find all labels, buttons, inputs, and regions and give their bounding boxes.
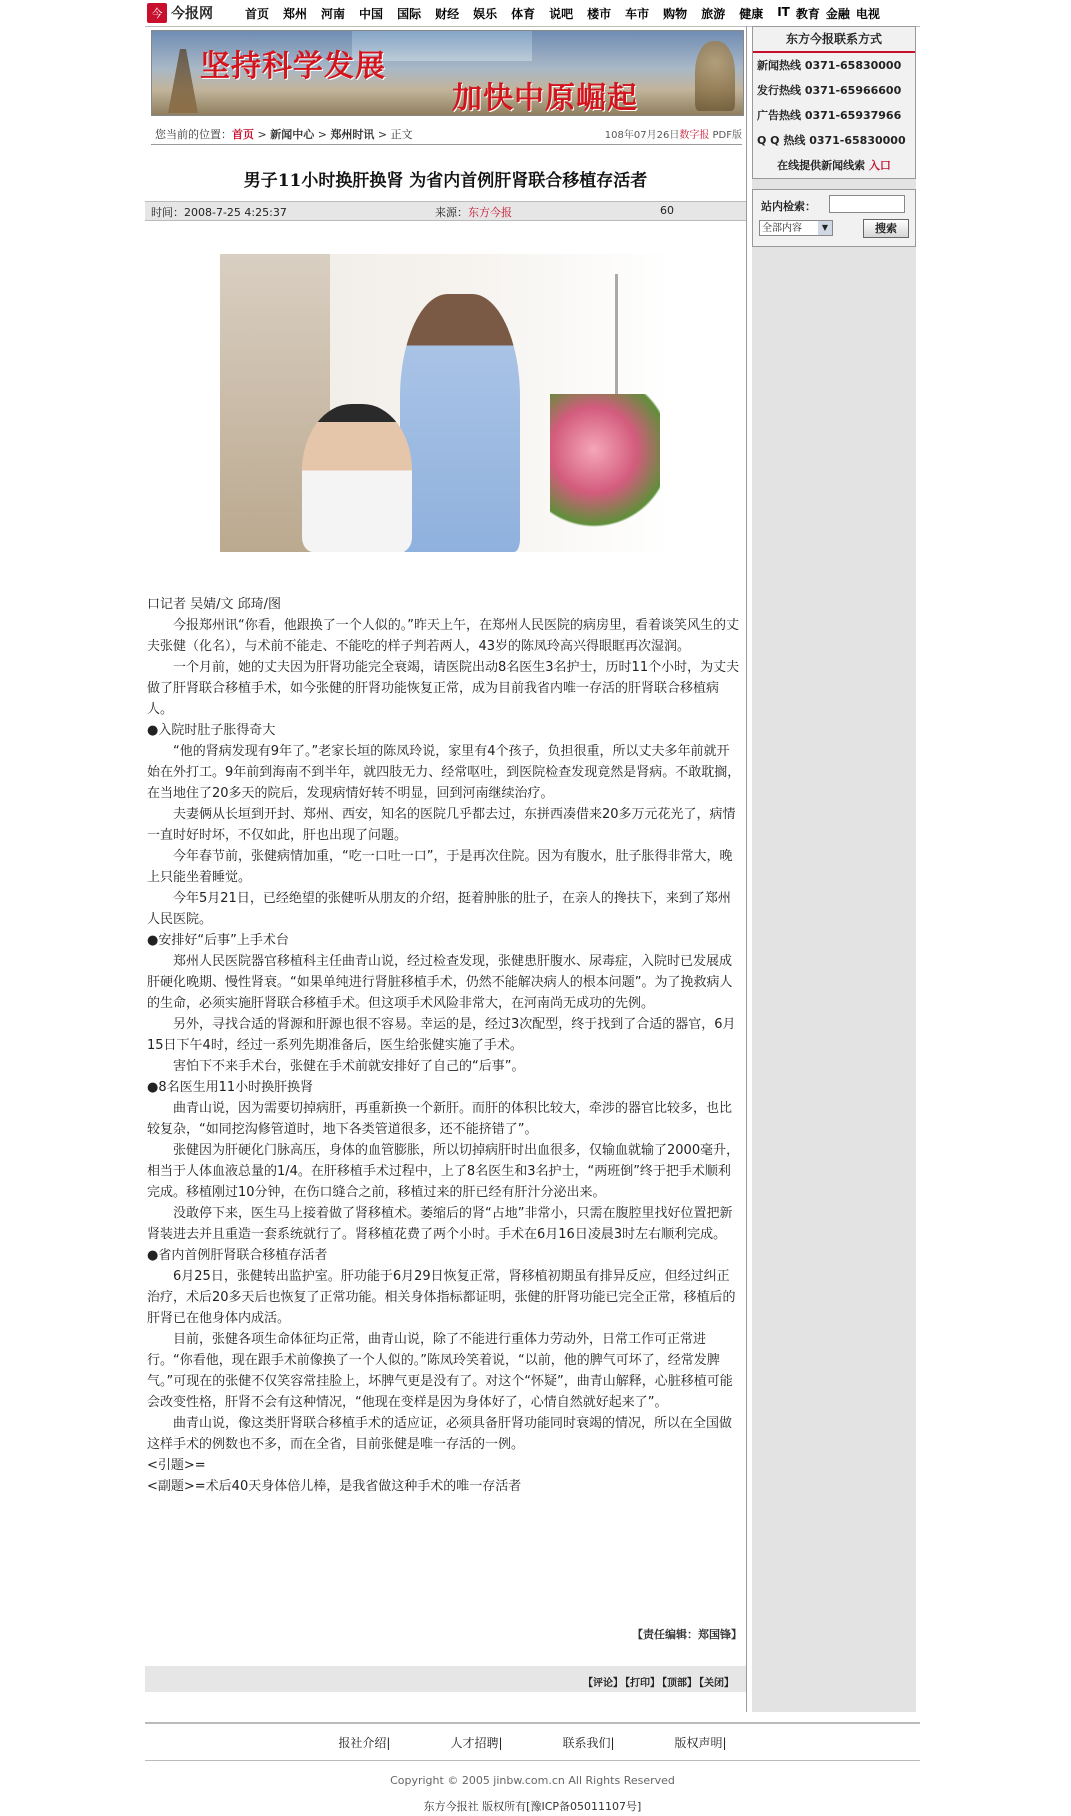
photo-flowers (550, 394, 660, 534)
banner-image (151, 30, 744, 116)
nav-item[interactable]: IT (777, 5, 790, 19)
site-logo[interactable] (147, 2, 231, 24)
breadcrumb-home-link[interactable]: 首页 (232, 128, 254, 141)
nav-item[interactable]: 郑州 (283, 7, 308, 21)
article-paragraph: 今年5月21日，已经绝望的张健听从朋友的介绍，挺着肿胀的肚子，在亲人的搀扶下，来到了郑州人民医院。 (147, 891, 731, 927)
article-paragraph: 害怕下不来手术台，张健在手术前就安排好了自己的“后事”。 (173, 1059, 525, 1074)
nav-menu (245, 5, 886, 22)
breadcrumb-prefix: 您当前的位置： (155, 128, 232, 141)
nav-item[interactable]: 国际 (397, 7, 422, 21)
article-paragraph: 曲青山说，像这类肝肾联合移植手术的适应证，必须具备肝肾功能同时衰竭的情况，所以在全国做这样手术的例数也不多，而在全省，目前张健是唯一存活的一例。 (147, 1416, 733, 1452)
article-subheading: <副题>=术后40天身体倍儿棒，是我省做这种手术的唯一存活者 (147, 1479, 522, 1494)
breadcrumb (155, 126, 413, 142)
search-button[interactable]: 搜索 (863, 219, 909, 238)
nav-item[interactable]: 楼市 (587, 7, 612, 21)
nav-item[interactable]: 中国 (359, 7, 384, 21)
footer-about-link[interactable]: 报社介绍| (338, 1736, 391, 1750)
responsible-editor: 【责任编辑：郑国锋】 (632, 1628, 742, 1641)
article-title: 男子11小时换肝换肾 为省内首例肝肾联合移植存活者 (243, 171, 648, 191)
photo-woman-figure (302, 404, 412, 552)
nav-item[interactable]: 说吧 (549, 7, 574, 21)
footer-copyright: Copyright © 2005 jinbw.com.cn All Rights Reserved (390, 1774, 675, 1787)
footer (145, 1722, 920, 1813)
article-subheading: 口记者 吴婧/文 邱琦/图 (147, 597, 282, 612)
article-subheading: ●8名医生用11小时换肝换肾 (147, 1080, 314, 1095)
article-subheading: ●安排好“后事”上手术台 (147, 933, 289, 948)
contact-line-news: 新闻热线 0371-65830000 (757, 59, 902, 72)
article-subheading: ●入院时肚子胀得奇大 (147, 723, 276, 738)
contact-line-qq: Q Q 热线 0371-65830000 (757, 134, 906, 147)
article-toolbar (145, 1666, 746, 1692)
search-input[interactable] (829, 195, 905, 213)
site-search-box (752, 189, 916, 247)
chevron-down-icon: ▼ (818, 221, 832, 235)
nav-item[interactable]: 健康 (739, 7, 764, 21)
banner-buddha-graphic (695, 41, 735, 111)
breadcrumb-sep: > (314, 128, 331, 141)
nav-item[interactable]: 娱乐 (473, 7, 498, 21)
footer-contact-link[interactable]: 联系我们| (562, 1736, 615, 1750)
footer-copyright-link[interactable]: 版权声明| (674, 1736, 727, 1750)
nav-item[interactable]: 教育 (795, 7, 820, 21)
breadcrumb-bar (151, 122, 742, 145)
online-entry-link[interactable]: 入口 (868, 159, 891, 172)
top-link[interactable]: 【顶部】 (662, 1678, 697, 1689)
search-scope-select[interactable] (759, 220, 833, 236)
article-paragraph: 夫妻俩从长垣到开封、郑州、西安，知名的医院几乎都去过，东拼西凑借来20多万元花光了，病情一直时好时坏，不仅如此，肝也出现了问题。 (147, 807, 736, 843)
logo-text: 今报网 (171, 6, 213, 22)
nav-item[interactable]: 购物 (663, 7, 688, 21)
breadcrumb-sep: > (254, 128, 271, 141)
view-count: 60 (660, 204, 674, 217)
nav-item[interactable]: 首页 (245, 7, 270, 21)
contact-online (753, 153, 915, 178)
article-paragraph: 另外，寻找合适的肾源和肝源也很不容易。幸运的是，经过3次配型，终于找到了合适的器官，6月15日下午4时，经过一系列先期准备后，医生给张健实施了手术。 (147, 1017, 736, 1053)
issue-date: 108年07月26日 (604, 130, 680, 141)
contact-line-ads: 广告热线 0371-65937966 (757, 109, 902, 122)
pdf-link[interactable]: PDF版 (712, 130, 742, 141)
article-subheading: ●省内首例肝肾联合移植存活者 (147, 1248, 328, 1263)
article-body (147, 594, 742, 1497)
source-link[interactable]: 东方今报 (468, 206, 512, 219)
nav-item[interactable]: 车市 (625, 7, 650, 21)
banner-slogan-2: 加快中原崛起 (452, 81, 638, 116)
nav-item[interactable]: 体育 (511, 7, 536, 21)
sidebar-background (752, 150, 916, 1712)
contact-line-distribution: 发行热线 0371-65966600 (757, 84, 902, 97)
footer-org: 东方今报社 版权所有[豫ICP备05011107号] (423, 1800, 642, 1813)
footer-links (145, 1734, 920, 1751)
nav-item[interactable]: 旅游 (701, 7, 726, 21)
article-paragraph: 郑州人民医院器官移植科主任曲青山说，经过检查发现，张健患肝腹水、尿毒症，入院时已发展成肝硬化晚期、慢性肾衰。“如果单纯进行肾脏移植手术，仍然不能解决病人的根本问题”。为了挽救病人的生命，必须实施肝肾联合移植手术。但这项手术风险非常大，在河南尚无成功的先例。 (147, 954, 733, 1011)
contact-box (752, 26, 916, 179)
banner-slogan-1: 坚持科学发展 (200, 49, 386, 84)
close-link[interactable]: 【关闭】 (699, 1678, 734, 1689)
article-photo (220, 254, 672, 552)
footer-divider (145, 1760, 920, 1761)
article-time: 时间：2008-7-25 4:25:37 (151, 206, 287, 219)
nav-item[interactable]: 电视 (855, 7, 880, 21)
issue-info (605, 126, 742, 141)
article-paragraph: 曲青山说，因为需要切掉病肝，再重新换一个新肝。而肝的体积比较大，牵涉的器官比较多，也比较复杂，“如同挖沟修管道时，地下各类管道很多，还不能挤错了”。 (147, 1101, 733, 1137)
nav-item[interactable]: 财经 (435, 7, 460, 21)
article-paragraph: 今年春节前，张健病情加重，“吃一口吐一口”，于是再次住院。因为有腹水，肚子胀得非常大，晚上只能坐着睡觉。 (147, 849, 733, 885)
search-label: 站内检索： (761, 200, 816, 213)
article-tools (581, 1674, 734, 1689)
article-info-bar (145, 201, 746, 221)
breadcrumb-current: 正文 (390, 128, 413, 141)
article-paragraph: 一个月前，她的丈夫因为肝肾功能完全衰竭，请医院出动8名医生3名护士，历时11个小时，为丈夫做了肝肾联合移植手术，如今张健的肝肾功能恢复正常，成为目前我省内唯一存活的肝肾联合移植病人。 (147, 660, 740, 717)
source-label: 来源： (435, 206, 468, 219)
comment-link[interactable]: 【评论】 (583, 1678, 623, 1689)
article-paragraph: 没敢停下来，医生马上接着做了肾移植术。萎缩后的肾“占地”非常小，只需在腹腔里找好位置把新肾装进去并且重造一套系统就行了。肾移植花费了两个小时。手术在6月16日凌晨3时左右顺利完成。 (147, 1206, 733, 1242)
main-content (145, 26, 747, 1712)
article-paragraph: 目前，张健各项生命体征均正常，曲青山说，除了不能进行重体力劳动外，日常工作可正常进行。“你看他，现在跟手术前像换了一个人似的。”陈凤玲笑着说，“以前，他的脾气可坏了，经常发脾气。”可现在的张健不仅笑容常挂脸上，坏脾气更是没有了。对这个“怀疑”，曲青山解释，心脏移植可能会改变性格，肝肾不会有这种情况，“他现在变样是因为身体好了，心情自然就好起来了”。 (147, 1332, 733, 1410)
footer-jobs-link[interactable]: 人才招聘| (450, 1736, 503, 1750)
article-paragraph: 张健因为肝硬化门脉高压，身体的血管膨胀，所以切掉病肝时出血很多，仅输血就输了2000毫升，相当于人体血液总量的1/4。在肝移植手术过程中，上了8名医生和3名护士，“两班倒”终于把手术顺利完成。移植刚过10分钟，在伤口缝合之前，移植过来的肝已经有肝汁分泌出来。 (147, 1143, 740, 1200)
sidebar (752, 26, 916, 247)
photo-man-figure (400, 294, 520, 552)
article-paragraph: “他的肾病发现有9年了。”老家长垣的陈凤玲说，家里有4个孩子，负担很重，所以丈夫多年前就开始在外打工。9年前到海南不到半年，就四肢无力、经常呕吐，到医院检查发现竟然是肾病。不敢耽搁，在当地住了20多天的院后，发现病情好转不明显，回到河南继续治疗。 (147, 744, 741, 801)
top-nav (145, 0, 920, 27)
logo-seal-icon: 今 (147, 3, 167, 23)
article-subheading: <引题>= (147, 1458, 206, 1473)
article-paragraph: 6月25日，张健转出监护室。肝功能于6月29日恢复正常，肾移植初期虽有排异反应，但经过纠正治疗，术后20多天后也恢复了正常功能。相关身体指标都证明，张健的肝肾功能已完全正常，移植后的肝肾已在他身体内成活。 (147, 1269, 736, 1326)
breadcrumb-zz-news-link[interactable]: 郑州时讯 (330, 128, 375, 141)
article-source (435, 204, 512, 220)
print-link[interactable]: 【打印】 (625, 1678, 660, 1689)
banner-pagoda-graphic (168, 49, 198, 113)
contact-title: 东方今报联系方式 (753, 27, 915, 53)
breadcrumb-news-center-link[interactable]: 新闻中心 (270, 128, 315, 141)
article-paragraph: 今报郑州讯“你看，他跟换了一个人似的。”昨天上午，在郑州人民医院的病房里，看着谈笑风生的丈夫张健（化名），与术前不能走、不能吃的样子判若两人，43岁的陈凤玲高兴得眼眶再次湿润。 (147, 618, 739, 654)
nav-item[interactable]: 河南 (321, 7, 346, 21)
search-scope-value: 全部内容 (762, 223, 802, 234)
epaper-link[interactable]: 数字报 (679, 130, 710, 141)
nav-item[interactable]: 金融 (825, 7, 850, 21)
breadcrumb-sep: > (374, 128, 391, 141)
online-label: 在线提供新闻线索 (777, 159, 866, 172)
